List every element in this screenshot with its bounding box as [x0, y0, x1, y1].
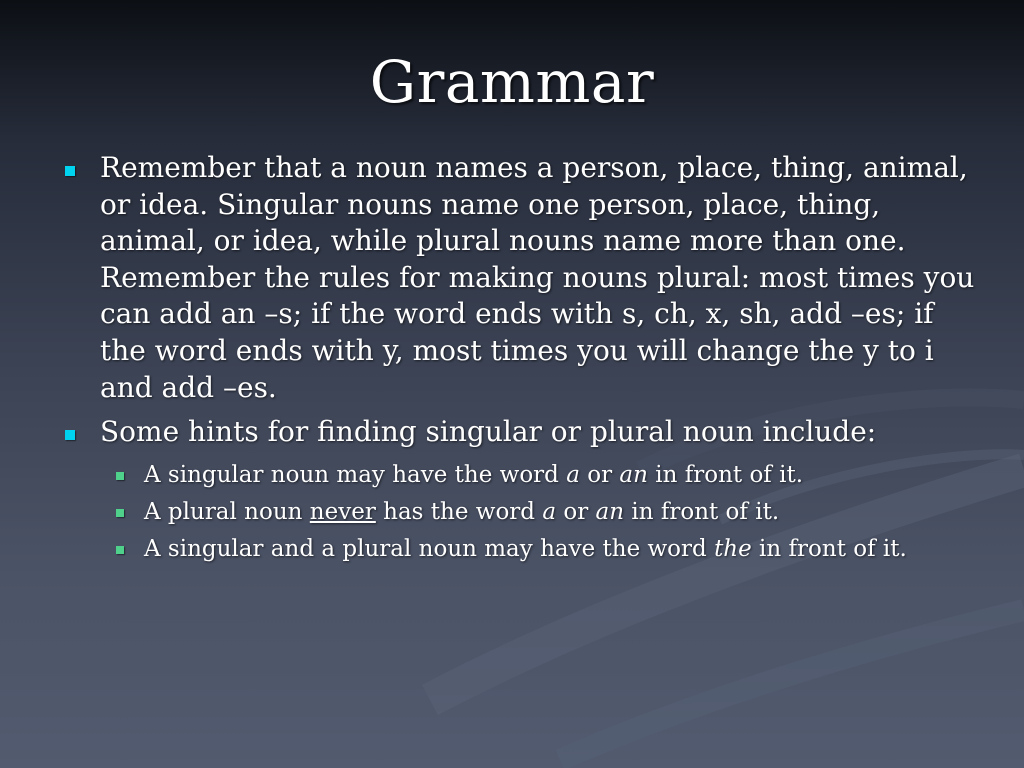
emphasis-word: a: [542, 498, 557, 525]
emphasis-word: the: [714, 535, 752, 562]
subbullet-text: A plural noun never has the word a or an in front of it.: [144, 498, 780, 525]
square-subbullet-icon: [116, 509, 124, 517]
subbullet-the: [144, 533, 978, 565]
subbullet-text: A singular noun may have the word a or an in front of it.: [144, 461, 804, 488]
slide-body: [58, 150, 978, 570]
subbullet-singular-a-an: [144, 459, 978, 491]
emphasis-word: a: [566, 461, 580, 488]
square-bullet-icon: [65, 430, 75, 440]
underlined-word: never: [309, 498, 376, 525]
bullet-text: Remember that a noun names a person, place, thing, animal, or idea. Singular nouns name one person, place, thing, animal, or idea, while plural nouns name more than one. Remember the rules for making nouns plural: most times you can add an –s; if the word ends with s, ch, x, sh, add –es; if the word ends with y, most times you will change the y to i and add –es.: [100, 151, 975, 404]
square-subbullet-icon: [116, 546, 124, 554]
square-subbullet-icon: [116, 472, 124, 480]
slide-title: Grammar: [369, 48, 655, 116]
subbullet-plural-never: [144, 496, 978, 528]
subbullet-text: A singular and a plural noun may have the word the in front of it.: [144, 535, 907, 562]
emphasis-word: an: [619, 461, 648, 488]
bullet-noun-definition: [58, 150, 978, 406]
square-bullet-icon: [65, 166, 75, 176]
emphasis-word: an: [595, 498, 625, 525]
bullet-text: Some hints for finding singular or plural noun include:: [100, 415, 877, 449]
bullet-hints: [58, 414, 978, 451]
